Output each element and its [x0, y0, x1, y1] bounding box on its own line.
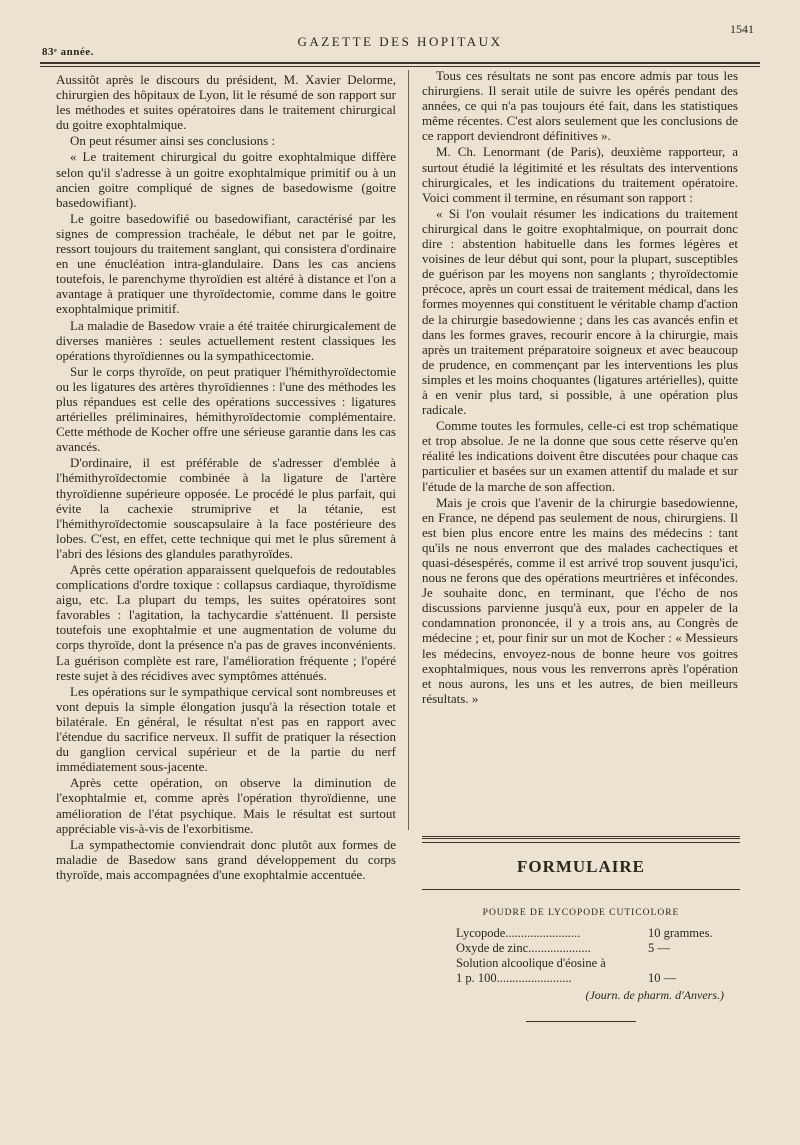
- ingredient-name: Solution alcoolique d'éosine à: [456, 956, 606, 970]
- ingredient-name: Oxyde de zinc....................: [456, 941, 591, 955]
- paragraph: « Le traitement chirurgical du goitre exophtalmique diffère selon qu'il s'adresse à un goitre exophtalmique primitif ou à un ancien goitre compliqué de signes de basedowisme (goitre basedowifiant).: [56, 149, 396, 210]
- paragraph: Le goitre basedowifié ou basedowifiant, caractérisé par les signes de compression trachéale, le début net par le goitre, ressort toujours du traitement sanglant, qui consistera d'ordinaire en une énucléation intra-glandulaire. Dans les cas anciens toutefois, le parenchyme thyroïdien est altéré à distance et l'on a avantage à pratiquer une thyroïdectomie, comme dans le goitre exophtalmique primitif.: [56, 210, 396, 317]
- paragraph: On peut résumer ainsi ses conclusions :: [70, 133, 276, 149]
- ingredient-quantity: 5 —: [648, 941, 670, 955]
- ingredient-quantity: 10 grammes.: [648, 926, 713, 940]
- ingredient-row: [422, 956, 740, 971]
- recipe-reference: (Journ. de pharm. d'Anvers.): [585, 988, 724, 1002]
- paragraph: Sur le corps thyroïde, on peut pratiquer l'hémithyroïdectomie ou les ligatures des artères thyroïdiennes : l'une des méthodes les plus répandues est celle des opérations successives : ligatures artérielles préliminaires, hémithyroïdectomie complémentaire. Cette méthode de Kocher offre une sérieuse garantie dans les cas avancés.: [56, 363, 396, 455]
- paragraph: Tous ces résultats ne sont pas encore admis par tous les chirurgiens. Il serait utile de suivre les opérés pendant des années, ce qui n'a pas toujours été fait, dans les statistiques même récentes. C'est alors seulement que les conclusions de ce rapport deviendront définitives ».: [422, 68, 738, 144]
- ingredient-name: 1 p. 100........................: [456, 971, 572, 985]
- section-rule-bottom: [422, 889, 740, 890]
- ingredient-name: Lycopode........................: [456, 926, 581, 940]
- section-rule-top: [422, 836, 740, 839]
- column-divider: [408, 70, 409, 830]
- paragraph: M. Ch. Lenormant (de Paris), deuxième rapporteur, a surtout étudié la légitimité et les résultats des interventions chirurgicales, et les indications du traitement opératoire. Voici comment il termine, en résumant son rapport :: [422, 144, 738, 205]
- ingredient-row: [422, 926, 740, 941]
- issue-label: 83ᵉ année.: [42, 46, 94, 58]
- paragraph: Aussitôt après le discours du président, M. Xavier Delorme, chirurgien des hôpitaux de Lyon, lit le résumé de son rapport sur les méthodes et suites opératoires dans le traitement chirurgical du goitre exophtalmique.: [56, 72, 396, 133]
- header-rule: [40, 62, 760, 64]
- paragraph: D'ordinaire, il est préférable de s'adresser d'emblée à l'hémithyroïdectomie combinée à la ligature de l'artère thyroïdienne supérieure opposée. Le procédé le plus parfait, qui évite la cachexie strumiprive et la tétanie, est l'hémithyroïdectomie souscapsulaire à la face postérieure des lobes. C'est, en effet, cette technique qui met le plus sûrement à l'abri des lésions des glandules parathyroïdes.: [56, 455, 396, 561]
- ingredient-quantity: [648, 956, 734, 971]
- formulaire-section: [422, 836, 740, 1022]
- header-rule-thin: [40, 66, 760, 67]
- paragraph: « Si l'on voulait résumer les indications du traitement chirurgical dans le goitre exophtalmique, on pourrait donc dire : abstention habituelle dans les formes légères et voisines de leur début qui sont, pour la plupart, susceptibles de guérison par les moyens non sanglants ; thyroïdectomie précoce, après un court essai de traitement médical, dans les formes moyennes qui constituent le véritable champ d'action de la chirurgie basedowienne ; dans les cas avancés enfin et dans les formes graves, recourir encore à la chirurgie, mais après un traitement préparatoire soigneux et avec beaucoup de prudence, en commençant par les interventions les plus simples et les moins choquantes (ligatures artérielles), quitte à en venir plus tard, si possible, à une opération plus radicale.: [422, 205, 738, 418]
- right-column: [422, 68, 738, 707]
- paragraph: Mais je crois que l'avenir de la chirurgie basedowienne, en France, ne dépend pas seulement de nous, chirurgiens. Il est bien plus encore entre les mains des médecins : tant qu'ils ne nous enverront que des malades cachectiques et quasi-désespérés, comme il est arrivé trop souvent jusqu'ici, nous ne ferons que des opérations meurtrières et infécondes. Je souhaite donc, en terminant, que l'écho de nos discussions parvienne jusqu'à eux, pour en appeler de la condamnation prononcée, il y a trois ans, au Congrès de médecine ; et, pour finir sur un mot de Kocher : « Messieurs les médecins, envoyez-nous de bonne heure vos goitres exophtalmiques, nous vous les renverrons après l'opération et nous aurons, les uns et les autres, de bien meilleurs résultats. »: [422, 494, 738, 706]
- paragraph: Après cette opération, on observe la diminution de l'exophtalmie et, comme après l'opération thyroïdienne, une amélioration de l'état psychique. Mais le résultat est surtout appréciable vis-à-vis de l'exorbitisme.: [56, 775, 396, 836]
- formulaire-title: FORMULAIRE: [516, 857, 646, 876]
- paragraph: La sympathectomie conviendrait donc plutôt aux formes de maladie de Basedow sans grand développement du corps thyroïde, mais accompagnées d'une exophtalmie accentuée.: [56, 836, 396, 882]
- end-rule: [526, 1021, 636, 1022]
- ingredient-row: [422, 971, 740, 986]
- ingredient-quantity: 10 —: [648, 971, 677, 985]
- page-number: 1541: [730, 22, 754, 36]
- paragraph: Comme toutes les formules, celle-ci est trop schématique et trop absolue. Je ne la donne que sous cette réserve qu'en réalité les indications doivent être discutées pour chaque cas particulier et basées sur un examen attentif du malade et sur l'étude de la marche de son affection.: [422, 418, 738, 494]
- journal-title: GAZETTE DES HOPITAUX: [297, 34, 503, 49]
- ingredient-row: [422, 941, 740, 956]
- recipe-title: POUDRE DE LYCOPODE CUTICOLORE: [482, 908, 680, 918]
- paragraph: La maladie de Basedow vraie a été traitée chirurgicalement de diverses manières : seules actuellement restent classiques les opérations thyroïdiennes ou la sympathicectomie.: [56, 317, 396, 363]
- paragraph: Après cette opération apparaissent quelquefois de redoutables complications d'ordre toxique : collapsus cardiaque, thyroïdisme aigu, etc. La plupart du temps, les suites opératoires sont favorables : l'agitation, la tachycardie s'atténuent. Il persiste toutefois une exophtalmie et une augmentation de volume du corps thyroïde, dont la présence n'a pas de graves inconvénients. La guérison complète est rare, l'amélioration fréquente ; l'opéré reste sujet à des récidives avec symptômes atténués.: [56, 562, 396, 683]
- left-column: [56, 72, 396, 883]
- recipe-ingredients: [422, 926, 740, 986]
- paragraph: Les opérations sur le sympathique cervical sont nombreuses et vont depuis la simple élongation jusqu'à la résection totale et bilatérale. En général, le résultat n'est pas en rapport avec l'étendue du sacrifice nerveux. Il suffit de pratiquer la résection du ganglion cervical supérieur et de la partie du nerf immédiatement sous-jacente.: [56, 683, 396, 775]
- page-header: [40, 22, 760, 62]
